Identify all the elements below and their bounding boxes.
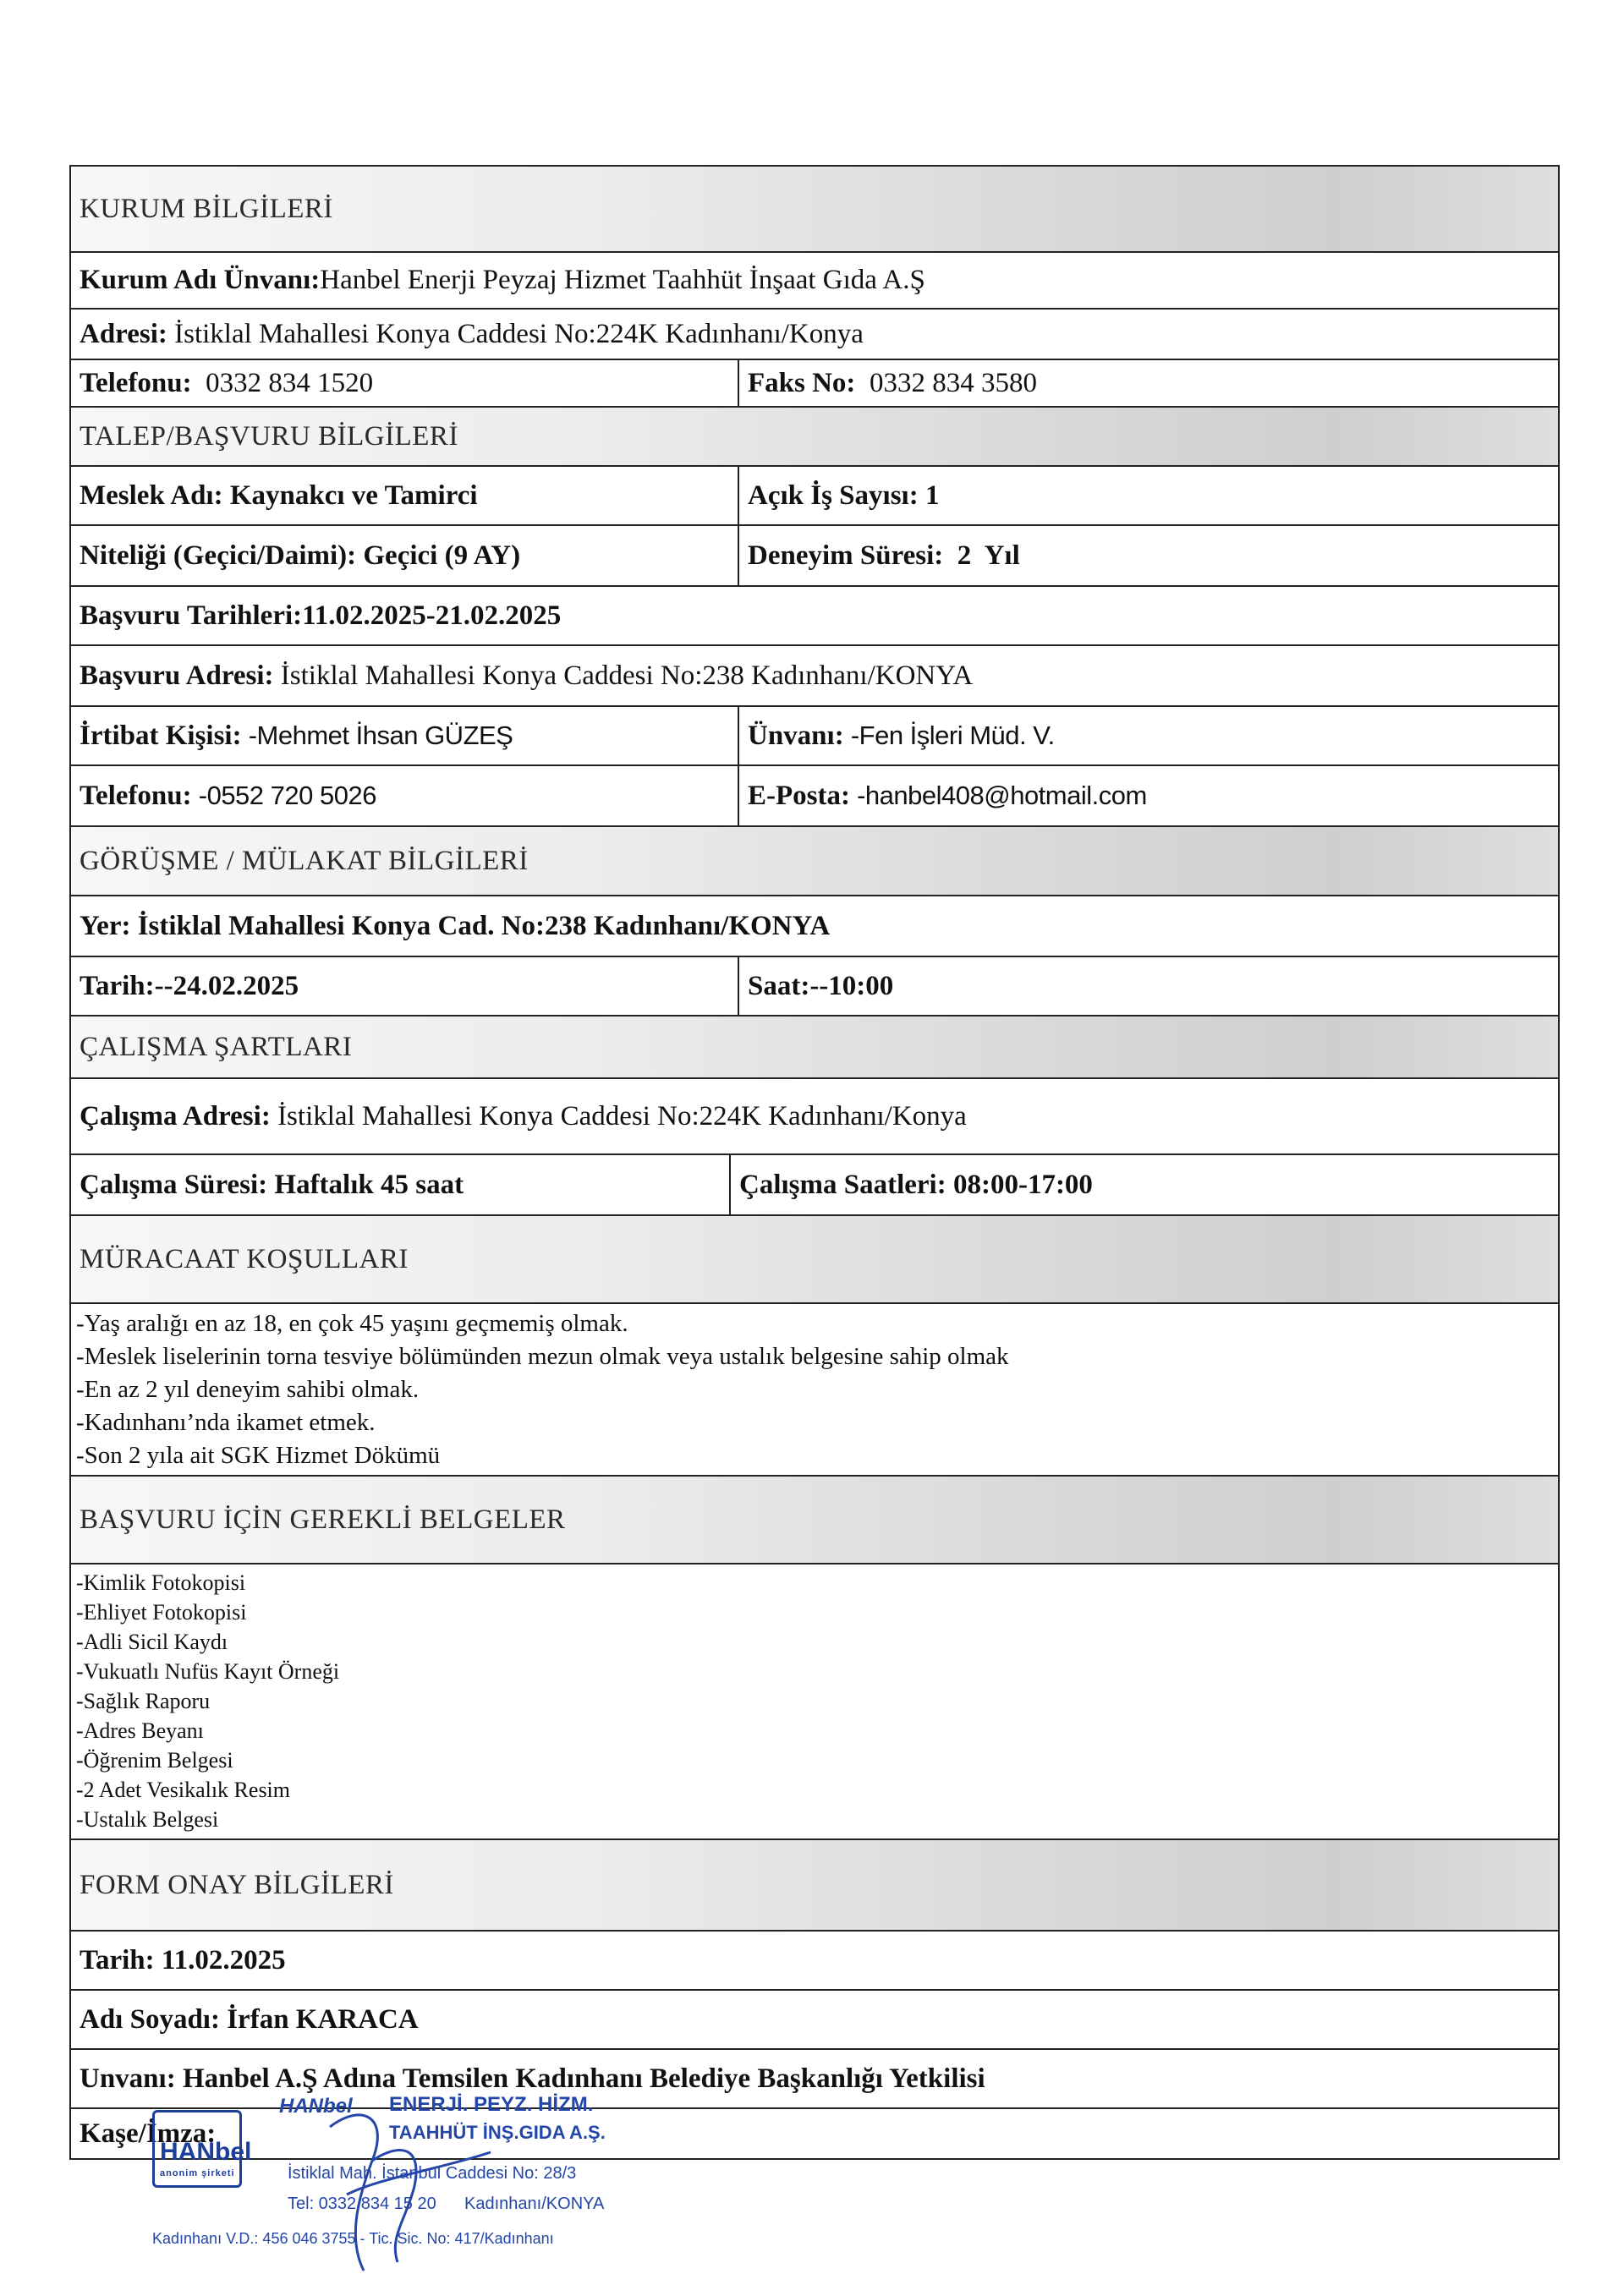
calisma-adres-label: Çalışma Adresi: (80, 1100, 271, 1132)
list-item: -En az 2 yıl deneyim sahibi olmak. (76, 1376, 420, 1403)
company-logo (152, 2110, 252, 2188)
onay-unvan: Unvanı: Hanbel A.Ş Adına Temsilen Kadınhanı Belediye Başkanlığı Yetkilisi (80, 2063, 985, 2094)
logo-subtext: anonim şirketi (160, 2168, 235, 2178)
kurum-address-row (71, 308, 1558, 359)
calisma-saatleri: Çalışma Saatleri: 08:00-17:00 (739, 1169, 1093, 1200)
acik-is-sayisi: Açık İş Sayısı: 1 (748, 479, 940, 511)
stamp-line-4: Tel: 0332 834 15 20 Kadınhanı/KONYA (288, 2195, 605, 2213)
list-item: -Yaş aralığı en az 18, en çok 45 yaşını geçmemiş olmak. (76, 1310, 628, 1337)
list-item: -Son 2 yıla ait SGK Hizmet Dökümü (76, 1442, 441, 1469)
section-header-gorusme (71, 825, 1558, 895)
calisma-adres-row (71, 1077, 1558, 1153)
onay-tarih-row (71, 1930, 1558, 1989)
list-item: -Öğrenim Belgesi (76, 1748, 233, 1773)
unvan-value: -Fen İşleri Müd. V. (843, 721, 1055, 750)
muracaat-header: MÜRACAAT KOŞULLARI (80, 1243, 409, 1274)
belgeler-header: BAŞVURU İÇİN GEREKLİ BELGELER (80, 1504, 566, 1535)
onay-adi-soyadi: Adı Soyadı: İrfan KARACA (80, 2003, 419, 2035)
kurum-name-value: Hanbel Enerji Peyzaj Hizmet Taahhüt İnşaat Gıda A.Ş (320, 265, 925, 295)
gorusme-yer: Yer: İstiklal Mahallesi Konya Cad. No:238 Kadınhanı/KONYA (80, 910, 831, 941)
irtibat-label: İrtibat Kişisi: (80, 720, 242, 751)
kurum-phone-label: Telefonu: (80, 367, 192, 398)
basvuru-tarihleri: Başvuru Tarihleri:11.02.2025-21.02.2025 (80, 600, 562, 631)
gorusme-saat: Saat:--10:00 (748, 970, 894, 1001)
calisma-adres-value: İstiklal Mahallesi Konya Caddesi No:224K Kadınhanı/Konya (270, 1100, 967, 1132)
section-header-muracaat (71, 1214, 1558, 1302)
list-item: -Meslek liselerinin torna tesviye bölümünden mezun olmak veya ustalık belgesine sahip olmak (76, 1343, 1009, 1370)
list-item: -Vukuatlı Nufüs Kayıt Örneği (76, 1659, 340, 1684)
calisma-suresi: Çalışma Süresi: Haftalık 45 saat (71, 1155, 731, 1214)
deneyim-suresi: Deneyim Süresi: 2 Yıl (748, 540, 1020, 571)
section-header-kurum (71, 167, 1558, 251)
list-item: -Ehliyet Fotokopisi (76, 1600, 247, 1625)
talep-adres-row (71, 644, 1558, 705)
irtibat-value: -Mehmet İhsan GÜZEŞ (241, 721, 513, 750)
signature (313, 2093, 499, 2279)
muracaat-list-row (71, 1302, 1558, 1475)
application-form (69, 165, 1560, 2160)
stamp-line-5: Kadınhanı V.D.: 456 046 3755 - Tic. Sic. No: 417/Kadınhanı (152, 2230, 554, 2247)
nitelik: Niteliği (Geçici/Daimi): Geçici (9 AY) (71, 526, 739, 585)
stamp-line-3: İstiklal Mah. İstanbul Caddesi No: 28/3 (288, 2164, 577, 2183)
gorusme-tarih-row (71, 956, 1558, 1015)
muracaat-list (71, 1304, 1558, 1475)
onay-adi-row (71, 1989, 1558, 2048)
kase-imza-label: Kaşe/İmza: (80, 2118, 217, 2149)
list-item: -Kadınhanı’nda ikamet etmek. (76, 1409, 376, 1436)
belgeler-list (71, 1564, 1558, 1838)
meslek-adi: Meslek Adı: Kaynakcı ve Tamirci (71, 467, 739, 524)
list-item: -Kimlik Fotokopisi (76, 1570, 246, 1595)
belgeler-list-row (71, 1563, 1558, 1838)
talep-telefon-label: Telefonu: (80, 780, 192, 811)
logo-text: HANbel (160, 2138, 252, 2166)
talep-tarih-row (71, 585, 1558, 644)
kurum-name-row (71, 251, 1558, 308)
calisma-sure-row (71, 1153, 1558, 1214)
onay-tarih: Tarih: 11.02.2025 (80, 1944, 286, 1975)
calisma-header: ÇALIŞMA ŞARTLARI (80, 1031, 353, 1062)
kurum-address-label: Adresi: (80, 318, 167, 349)
list-item: -Sağlık Raporu (76, 1689, 211, 1713)
unvan-label: Ünvanı: (748, 720, 844, 751)
gorusme-yer-row (71, 895, 1558, 956)
basvuru-adresi-value: İstiklal Mahallesi Konya Caddesi No:238 Kadınhanı/KONYA (273, 660, 974, 691)
list-item: -Ustalık Belgesi (76, 1807, 219, 1832)
talep-header: TALEP/BAŞVURU BİLGİLERİ (80, 420, 458, 452)
list-item: -Adres Beyanı (76, 1718, 204, 1743)
kurum-name-label: Kurum Adı Ünvanı: (80, 265, 321, 295)
kurum-address-value: İstiklal Mahallesi Konya Caddesi No:224K Kadınhanı/Konya (167, 318, 864, 349)
kurum-fax-label: Faks No: (748, 367, 856, 398)
kurum-header: KURUM BİLGİLERİ (80, 193, 333, 224)
section-header-calisma (71, 1015, 1558, 1077)
talep-iletisim-row (71, 764, 1558, 825)
kurum-phone-row (71, 359, 1558, 406)
list-item: -2 Adet Vesikalık Resim (76, 1778, 291, 1802)
section-header-talep (71, 406, 1558, 465)
eposta-label: E-Posta: (748, 780, 850, 811)
kurum-phone-value: 0332 834 1520 (191, 367, 374, 398)
list-item: -Adli Sicil Kaydı (76, 1630, 228, 1654)
onay-header: FORM ONAY BİLGİLERİ (80, 1869, 394, 1900)
talep-nitelik-row (71, 524, 1558, 585)
kurum-fax-value: 0332 834 3580 (855, 367, 1037, 398)
section-header-onay (71, 1838, 1558, 1930)
talep-irtibat-row (71, 705, 1558, 764)
gorusme-tarih: Tarih:--24.02.2025 (71, 957, 739, 1015)
talep-meslek-row (71, 465, 1558, 524)
section-header-belgeler (71, 1475, 1558, 1563)
stamp-line-1: ENERJİ. PEYZ. HİZM. (389, 2093, 594, 2116)
company-stamp (152, 2093, 626, 2296)
talep-telefon-value: -0552 720 5026 (191, 781, 376, 810)
gorusme-header: GÖRÜŞME / MÜLAKAT BİLGİLERİ (80, 845, 529, 876)
stamp-logo-mark: HANbel (279, 2095, 353, 2118)
eposta-value: -hanbel408@hotmail.com (849, 781, 1147, 810)
basvuru-adresi-label: Başvuru Adresi: (80, 660, 274, 691)
stamp-line-2: TAAHHÜT İNŞ.GIDA A.Ş. (389, 2122, 606, 2143)
